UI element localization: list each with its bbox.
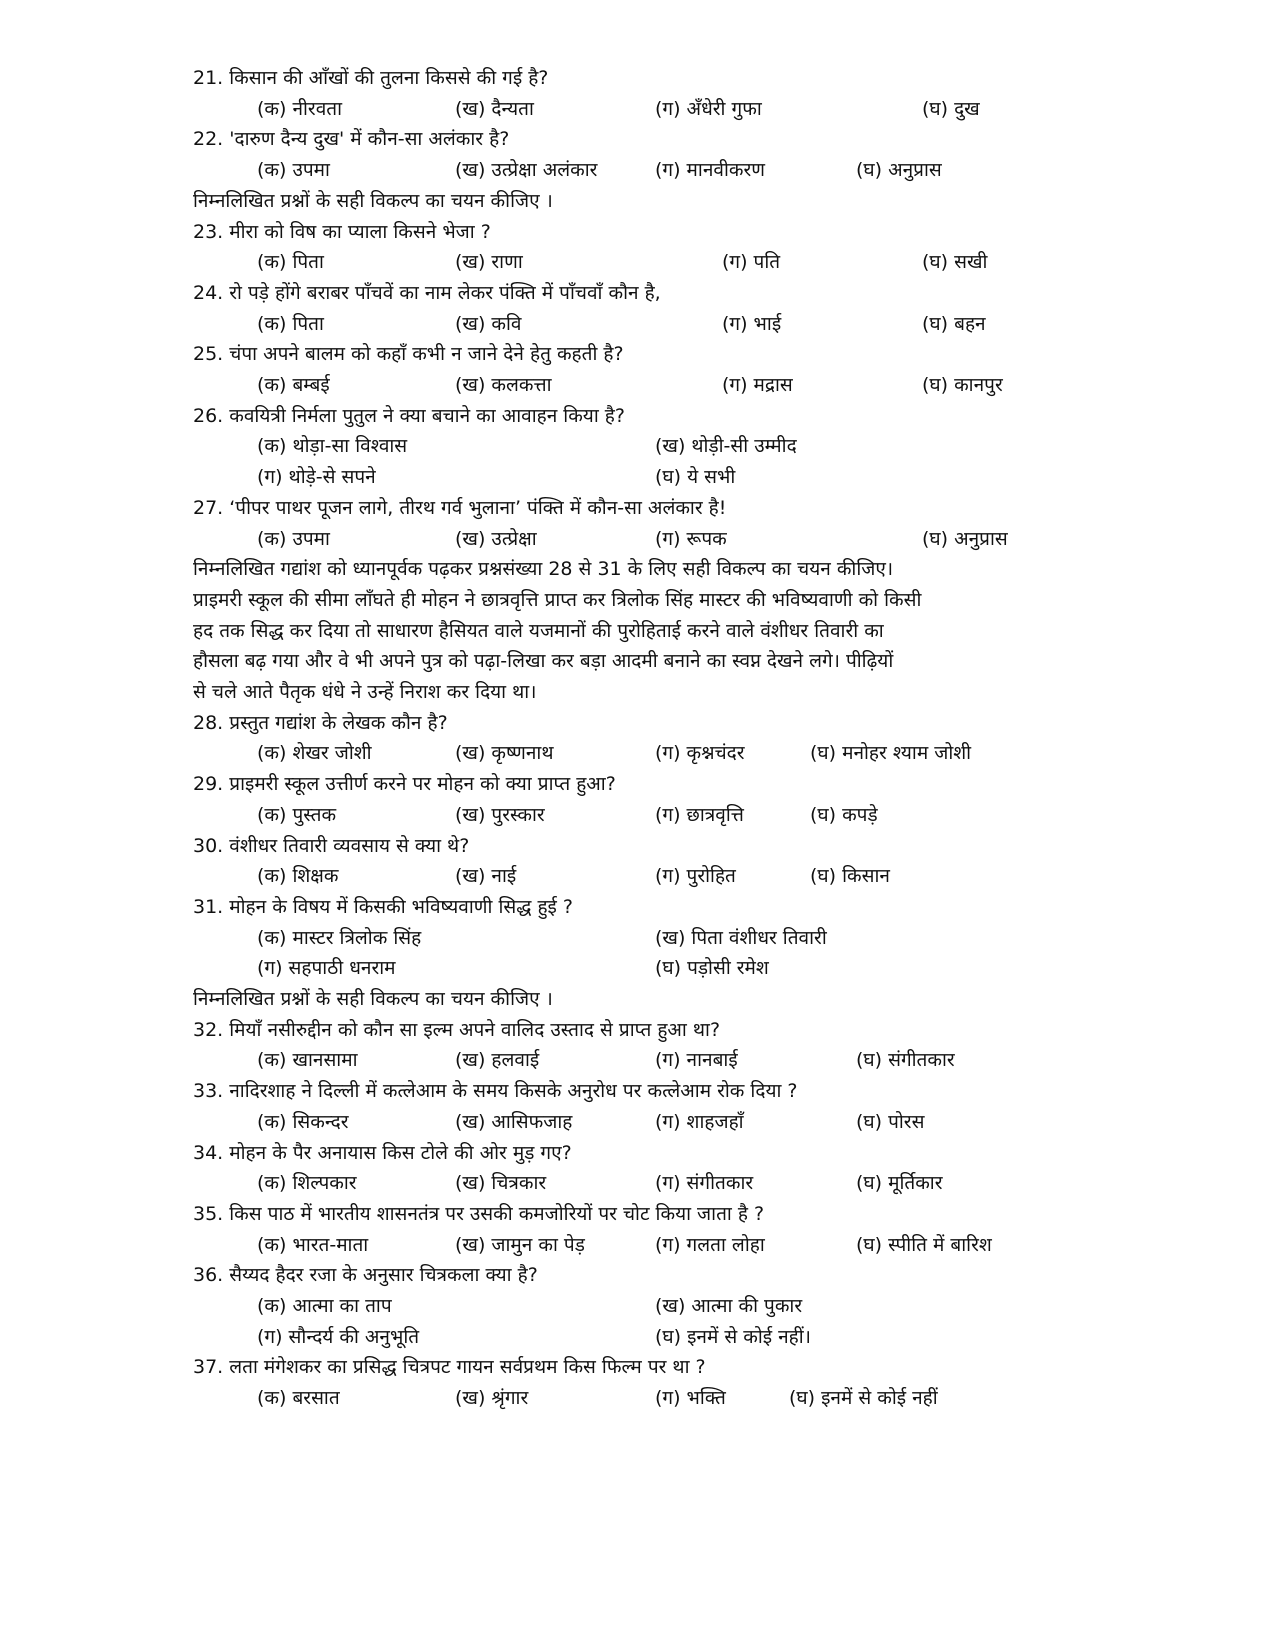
options-row xyxy=(0,369,1275,401)
question-text: 27. ‘पीपर पाथर पूजन लागे, तीरथ गर्व भुलाना’ पंक्ति में कौन-सा अलंकार है! xyxy=(193,497,727,519)
options-row xyxy=(0,1382,1275,1414)
option-item: (घ) मनोहर श्याम जोशी xyxy=(810,742,972,764)
options-row xyxy=(0,1229,1275,1261)
option-item: (घ) मूर्तिकार xyxy=(856,1172,943,1194)
option-item: (ख) चित्रकार xyxy=(455,1172,547,1194)
option-item: (घ) पड़ोसी रमेश xyxy=(655,957,769,979)
question-text: 30. वंशीधर तिवारी व्यवसाय से क्या थे? xyxy=(193,835,470,857)
option-item: (घ) स्पीति में बारिश xyxy=(856,1234,992,1256)
passage-line xyxy=(0,676,1275,708)
question-text: 33. नादिरशाह ने दिल्ली में कत्लेआम के समय किसके अनुरोध पर कत्लेआम रोक दिया ? xyxy=(193,1080,798,1102)
question-text: 37. लता मंगेशकर का प्रसिद्ध चित्रपट गायन सर्वप्रथम किस फिल्म पर था ? xyxy=(193,1356,706,1378)
question-text: 35. किस पाठ में भारतीय शासनतंत्र पर उसकी कमजोरियों पर चोट किया जाता है ? xyxy=(193,1203,765,1225)
option-item: (घ) सखी xyxy=(922,251,988,273)
option-item: (क) पिता xyxy=(257,313,324,335)
option-item: (ग) मद्रास xyxy=(722,374,793,396)
option-item: (ख) कवि xyxy=(455,313,522,335)
instruction xyxy=(0,185,1275,217)
options-row xyxy=(0,860,1275,892)
instruction xyxy=(0,553,1275,585)
instruction xyxy=(0,983,1275,1015)
options-row xyxy=(0,737,1275,769)
options-row xyxy=(0,246,1275,278)
option-item: (ख) कलकत्ता xyxy=(455,374,552,396)
option-item: (क) शिक्षक xyxy=(257,865,339,887)
option-item: (ख) पिता वंशीधर तिवारी xyxy=(655,927,827,949)
question-q35 xyxy=(0,1198,1275,1230)
option-item: (ग) नानबाई xyxy=(655,1049,738,1071)
option-item: (क) मास्टर त्रिलोक सिंह xyxy=(257,927,422,949)
options-row xyxy=(0,799,1275,831)
option-item: (क) उपमा xyxy=(257,159,330,181)
options-row xyxy=(0,523,1275,555)
question-text: 32. मियाँ नसीरुद्दीन को कौन सा इल्म अपने वालिद उस्ताद से प्राप्त हुआ था? xyxy=(193,1019,721,1041)
question-text: 29. प्राइमरी स्कूल उत्तीर्ण करने पर मोहन को क्या प्राप्त हुआ? xyxy=(193,773,616,795)
option-item: (ख) राणा xyxy=(455,251,523,273)
question-q22 xyxy=(0,123,1275,155)
option-item: (घ) कानपुर xyxy=(922,374,1003,396)
option-item: (घ) ये सभी xyxy=(655,466,736,488)
option-item: (घ) कपड़े xyxy=(810,804,878,826)
option-item: (ग) शाहजहाँ xyxy=(655,1111,744,1133)
option-item: (ख) उत्प्रेक्षा अलंकार xyxy=(455,159,598,181)
question-text: 28. प्रस्तुत गद्यांश के लेखक कौन है? xyxy=(193,712,448,734)
question-text: 26. कवयित्री निर्मला पुतुल ने क्या बचाने का आवाहन किया है? xyxy=(193,405,625,427)
question-q29 xyxy=(0,768,1275,800)
option-item: (ख) आत्मा की पुकार xyxy=(655,1295,803,1317)
option-item: (ग) थोड़े-से सपने xyxy=(257,466,376,488)
question-q37 xyxy=(0,1351,1275,1383)
option-item: (ग) गलता लोहा xyxy=(655,1234,765,1256)
question-q25 xyxy=(0,338,1275,370)
option-item: (क) आत्मा का ताप xyxy=(257,1295,392,1317)
question-q32 xyxy=(0,1014,1275,1046)
option-item: (ग) सहपाठी धनराम xyxy=(257,957,396,979)
instruction-text: निम्नलिखित प्रश्नों के सही विकल्प का चयन कीजिए । xyxy=(193,988,553,1010)
passage-text: से चले आते पैतृक धंधे ने उन्हें निराश कर दिया था। xyxy=(193,681,537,703)
question-text: 24. रो पड़े होंगे बराबर पाँचवें का नाम लेकर पंक्ति में पाँचवाँ कौन है, xyxy=(193,282,661,304)
question-q34 xyxy=(0,1137,1275,1169)
question-q24 xyxy=(0,277,1275,309)
option-item: (ख) उत्प्रेक्षा xyxy=(455,528,537,550)
question-q31 xyxy=(0,891,1275,923)
passage-line xyxy=(0,584,1275,616)
options-row xyxy=(0,1044,1275,1076)
question-q27 xyxy=(0,492,1275,524)
option-item: (क) शिल्पकार xyxy=(257,1172,357,1194)
instruction-text: निम्नलिखित गद्यांश को ध्यानपूर्वक पढ़कर प्रश्नसंख्या 28 से 31 के लिए सही विकल्प का चयन कीजिए। xyxy=(193,558,894,580)
option-item: (ग) छात्रवृत्ति xyxy=(655,804,744,826)
option-item: (ख) दैन्यता xyxy=(455,98,534,120)
option-item: (घ) अनुप्रास xyxy=(922,528,1008,550)
option-item: (ग) सौन्दर्य की अनुभूति xyxy=(257,1326,420,1348)
passage-text: हद तक सिद्ध कर दिया तो साधारण हैसियत वाले यजमानों की पुरोहिताई करने वाले वंशीधर तिवारी का xyxy=(193,620,884,642)
question-q23 xyxy=(0,216,1275,248)
option-item: (ग) भाई xyxy=(722,313,782,335)
question-q33 xyxy=(0,1075,1275,1107)
question-text: 34. मोहन के पैर अनायास किस टोले की ओर मुड़ गए? xyxy=(193,1142,572,1164)
option-item: (क) भारत-माता xyxy=(257,1234,369,1256)
option-item: (क) शेखर जोशी xyxy=(257,742,372,764)
option-item: (ग) मानवीकरण xyxy=(655,159,765,181)
options-row xyxy=(0,308,1275,340)
option-item: (ख) कृष्णनाथ xyxy=(455,742,554,764)
options-row xyxy=(0,154,1275,186)
question-q26 xyxy=(0,400,1275,432)
passage-text: हौसला बढ़ गया और वे भी अपने पुत्र को पढ़ा-लिखा कर बड़ा आदमी बनाने का स्वप्न देखने लगे। पीढ़ियों xyxy=(193,650,894,672)
option-item: (घ) इनमें से कोई नहीं xyxy=(789,1387,938,1409)
option-item: (ग) संगीतकार xyxy=(655,1172,754,1194)
option-item: (क) नीरवता xyxy=(257,98,343,120)
option-item: (ख) हलवाई xyxy=(455,1049,540,1071)
option-item: (ग) पुरोहित xyxy=(655,865,736,887)
option-item: (क) खानसामा xyxy=(257,1049,358,1071)
options-row xyxy=(0,922,1275,954)
question-text: 25. चंपा अपने बालम को कहाँ कभी न जाने देने हेतु कहती है? xyxy=(193,343,624,365)
question-text: 36. सैय्यद हैदर रजा के अनुसार चित्रकला क्या है? xyxy=(193,1264,538,1286)
option-item: (ग) पति xyxy=(722,251,781,273)
options-row xyxy=(0,1167,1275,1199)
option-item: (ख) थोड़ी-सी उम्मीद xyxy=(655,435,797,457)
option-item: (ख) जामुन का पेड़ xyxy=(455,1234,585,1256)
option-item: (ग) अँधेरी गुफा xyxy=(655,98,762,120)
question-text: 23. मीरा को विष का प्याला किसने भेजा ? xyxy=(193,221,491,243)
option-item: (घ) इनमें से कोई नहीं। xyxy=(655,1326,811,1348)
option-item: (क) बम्बई xyxy=(257,374,330,396)
option-item: (घ) बहन xyxy=(922,313,986,335)
passage-text: प्राइमरी स्कूल की सीमा लाँघते ही मोहन ने छात्रवृत्ति प्राप्त कर त्रिलोक सिंह मास्टर की भविष्यवाणी को किसी xyxy=(193,589,922,611)
option-item: (क) पिता xyxy=(257,251,324,273)
options-row xyxy=(0,430,1275,462)
options-row xyxy=(0,1106,1275,1138)
option-item: (क) सिकन्दर xyxy=(257,1111,349,1133)
options-row xyxy=(0,1290,1275,1322)
option-item: (घ) संगीतकार xyxy=(856,1049,955,1071)
option-item: (घ) दुख xyxy=(922,98,980,120)
option-item: (ग) भक्ति xyxy=(655,1387,726,1409)
question-text: 22. 'दारुण दैन्य दुख' में कौन-सा अलंकार है? xyxy=(193,128,510,150)
option-item: (ग) कृश्नचंदर xyxy=(655,742,745,764)
passage-line xyxy=(0,615,1275,647)
question-text: 31. मोहन के विषय में किसकी भविष्यवाणी सिद्ध हुई ? xyxy=(193,896,573,918)
options-row xyxy=(0,461,1275,493)
passage-line xyxy=(0,645,1275,677)
options-row xyxy=(0,952,1275,984)
option-item: (क) बरसात xyxy=(257,1387,340,1409)
option-item: (घ) अनुप्रास xyxy=(856,159,942,181)
options-row xyxy=(0,1321,1275,1353)
option-item: (घ) किसान xyxy=(810,865,890,887)
option-item: (ख) श्रृंगार xyxy=(455,1387,529,1409)
option-item: (ख) नाई xyxy=(455,865,517,887)
option-item: (घ) पोरस xyxy=(856,1111,925,1133)
option-item: (क) उपमा xyxy=(257,528,330,550)
question-q28 xyxy=(0,707,1275,739)
option-item: (ख) आसिफजाह xyxy=(455,1111,573,1133)
option-item: (ख) पुरस्कार xyxy=(455,804,545,826)
question-q21 xyxy=(0,62,1275,94)
question-q36 xyxy=(0,1259,1275,1291)
options-row xyxy=(0,93,1275,125)
instruction-text: निम्नलिखित प्रश्नों के सही विकल्प का चयन कीजिए । xyxy=(193,190,553,212)
question-q30 xyxy=(0,830,1275,862)
question-text: 21. किसान की आँखों की तुलना किससे की गई है? xyxy=(193,67,549,89)
option-item: (क) थोड़ा-सा विश्वास xyxy=(257,435,408,457)
option-item: (क) पुस्तक xyxy=(257,804,337,826)
option-item: (ग) रूपक xyxy=(655,528,727,550)
